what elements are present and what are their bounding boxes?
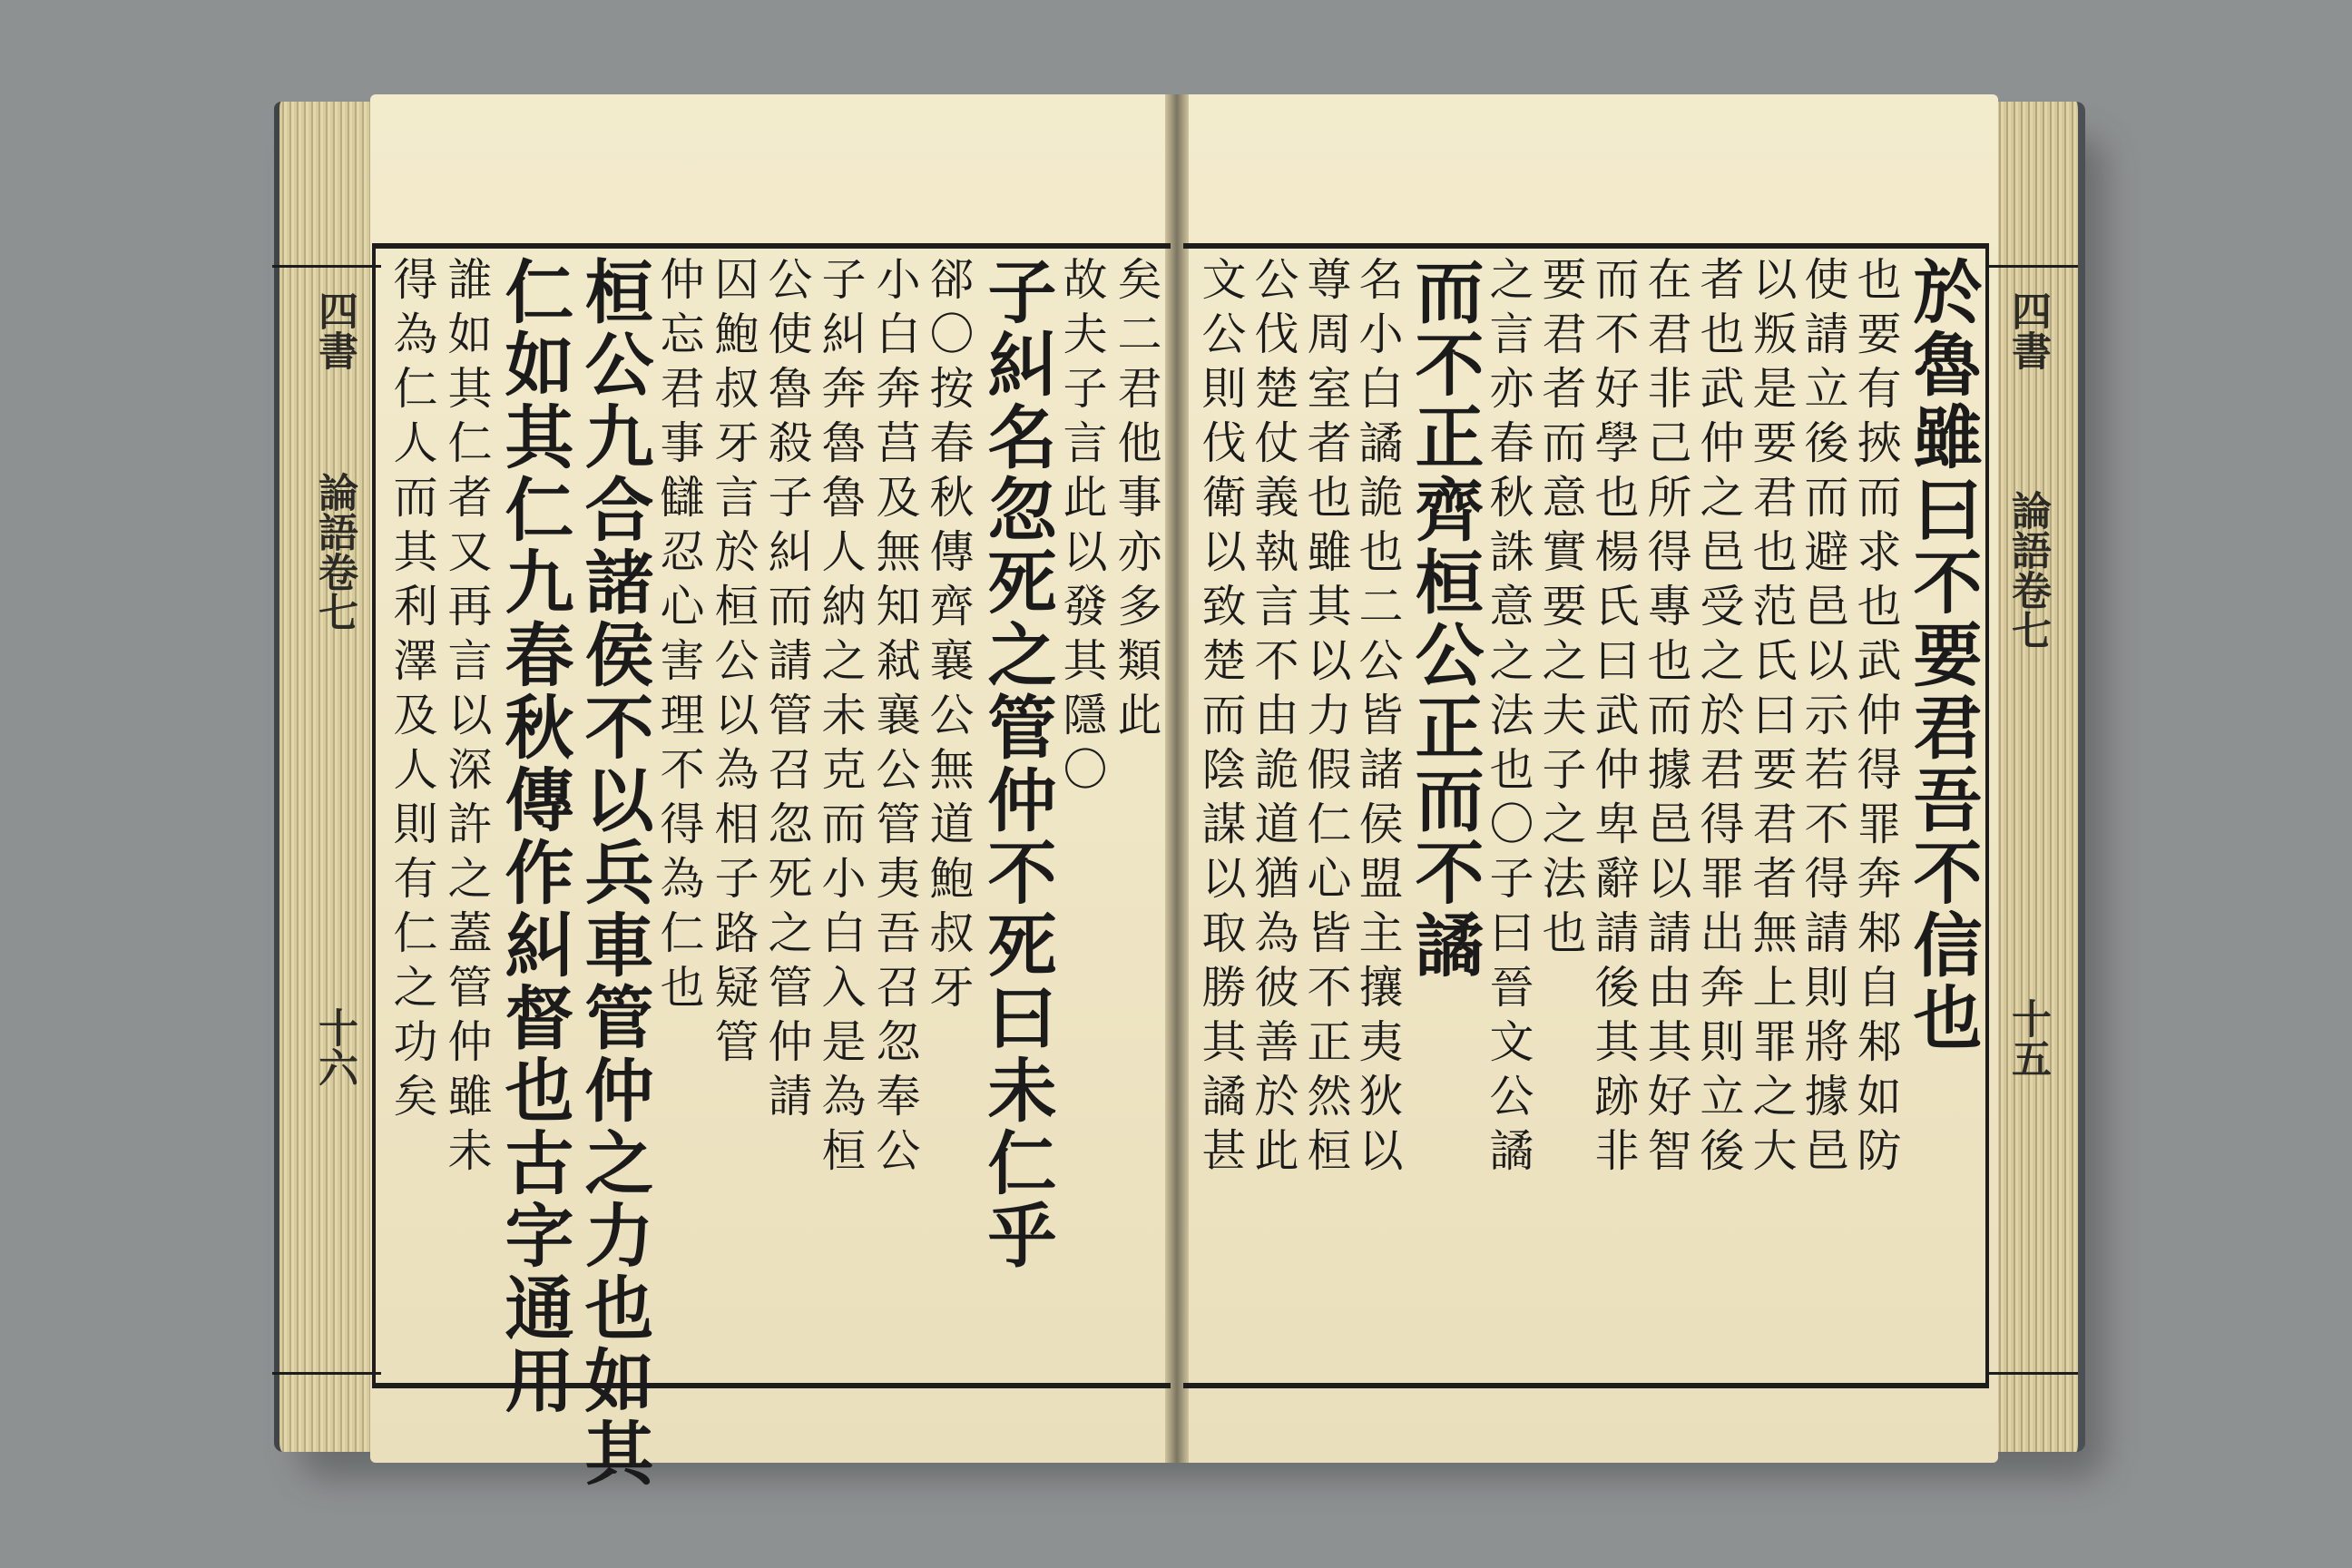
left-page-column: 郤〇按春秋傳齊襄公無道鮑叔牙 [923, 256, 975, 1018]
right-page-column: 之言亦春秋誅意之法也〇子曰晉文公譎 [1483, 256, 1534, 1181]
fore-edge-label-right-3: 十五 [2004, 998, 2051, 1078]
right-page-column: 要君者而意實要之夫子之法也 [1535, 256, 1587, 964]
fore-edge-label-right-2: 論語卷七 [2004, 490, 2051, 650]
left-page-column: 小白奔莒及無知弒襄公管夷吾召忽奉公 [869, 256, 921, 1181]
left-page-column: 仲忘君事讎忍心害理不得為仁也 [653, 256, 705, 1018]
edge-rule [1987, 1372, 2078, 1375]
right-page-column: 名小白譎詭也二公皆諸侯盟主攘夷狄以 [1352, 256, 1404, 1181]
right-page-column: 以叛是要君也范氏曰要君者無上罪之大 [1746, 256, 1798, 1181]
fore-edge-label-left-1: 四書 [311, 290, 358, 370]
edge-rule [1987, 265, 2078, 268]
left-page-column: 桓公九合諸侯不以兵車管仲之力也如其 [573, 256, 654, 1490]
left-page-column: 得為仁人而其利澤及人則有仁之功矣 [387, 256, 438, 1127]
fore-edge-label-left-3: 十六 [311, 1007, 358, 1087]
right-page-column: 者也武仲之邑受之於君得罪出奔則立後 [1693, 256, 1745, 1181]
left-page-column: 仁如其仁九春秋傳作糾督也古字通用 [494, 256, 574, 1417]
right-page-column: 而不好學也楊氏曰武仲卑辭請後其跡非 [1588, 256, 1640, 1181]
edge-rule [272, 1372, 381, 1375]
right-page-column: 尊周室者也雖其以力假仁心皆不正然桓 [1300, 256, 1352, 1181]
left-page-column: 矣二君他事亦多類此 [1111, 256, 1162, 746]
fore-edge-label-right-1: 四書 [2004, 290, 2051, 370]
left-page-column: 子糾奔魯魯人納之未克而小白入是為桓 [815, 256, 867, 1181]
left-page-column: 誰如其仁者又再言以深許之蓋管仲雖未 [441, 256, 493, 1181]
right-page-column: 公伐楚仗義執言不由詭道猶為彼善於此 [1248, 256, 1299, 1181]
right-page-column: 而不正齊桓公正而不譎 [1404, 256, 1485, 982]
left-page-column: 故夫子言此以發其隱〇 [1056, 256, 1108, 800]
left-page-column: 公使魯殺子糾而請管召忽死之管仲請 [761, 256, 813, 1127]
right-page-column: 在君非己所得專也而據邑以請由其好智 [1641, 256, 1692, 1181]
left-page-column: 子糾名忽死之管仲不死曰未仁乎 [976, 256, 1057, 1272]
right-page-column: 文公則伐衛以致楚而陰謀以取勝其譎甚 [1195, 256, 1247, 1181]
right-page-column: 使請立後而避邑以示若不得請則將據邑 [1798, 256, 1849, 1181]
left-page-column: 囚鮑叔牙言於桓公以為相子路疑管 [708, 256, 760, 1073]
right-page-column: 也要有挾而求也武仲得罪奔邾自邾如防 [1850, 256, 1902, 1181]
right-page-column: 於魯雖曰不要君吾不信也 [1902, 256, 1983, 1054]
edge-rule [272, 265, 381, 268]
fore-edge-label-left-2: 論語卷七 [311, 472, 358, 632]
